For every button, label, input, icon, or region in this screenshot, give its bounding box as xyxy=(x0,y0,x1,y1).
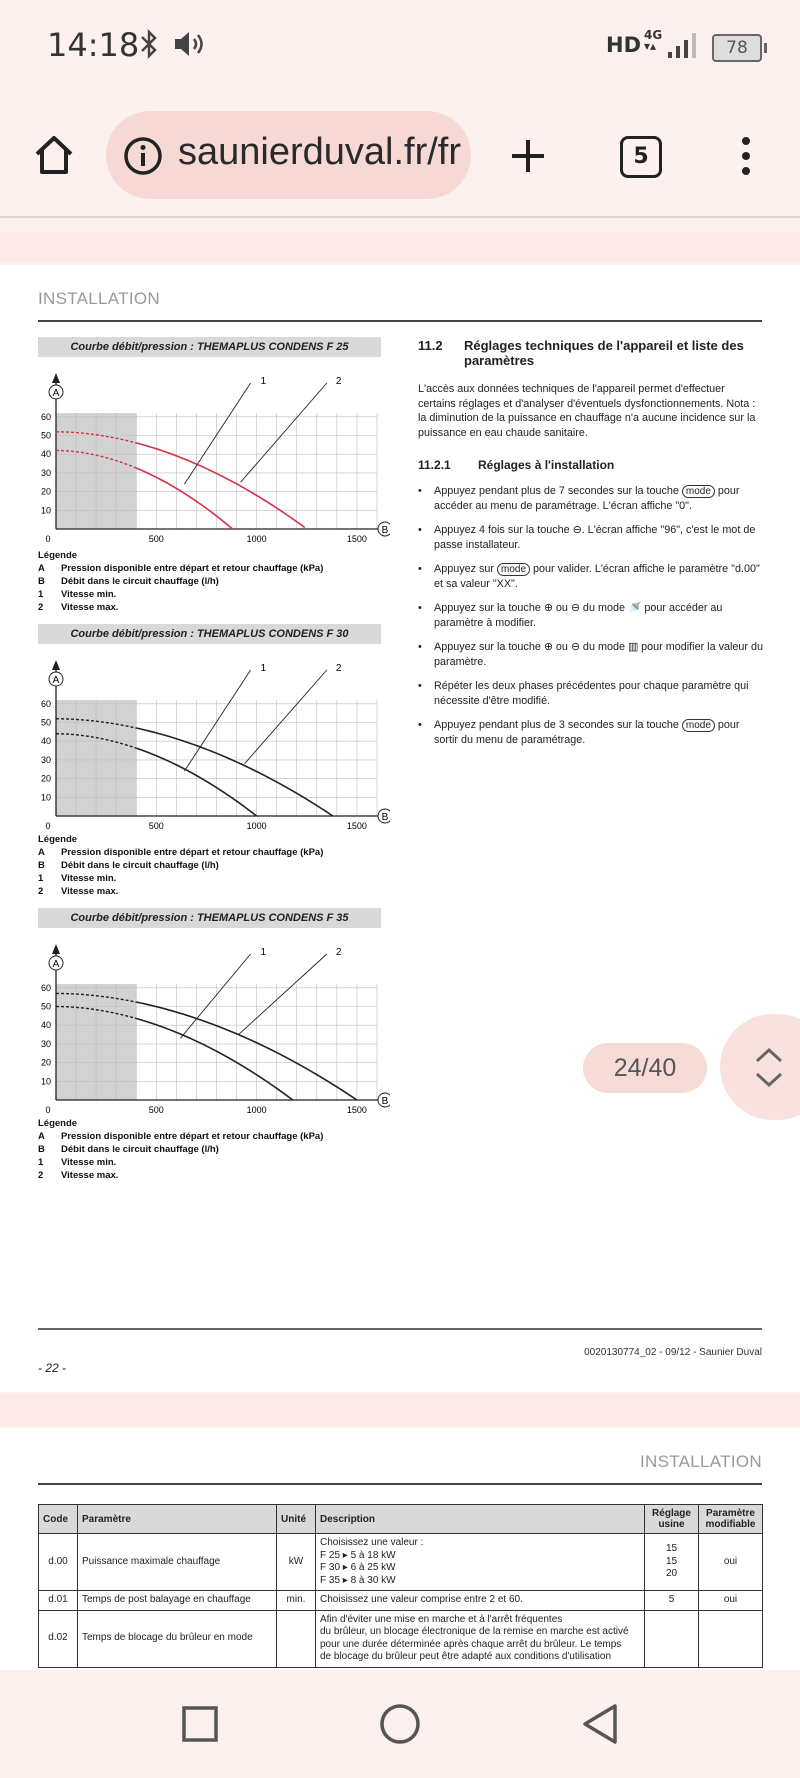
section-intro: L'accès aux données techniques de l'appareil permet d'effectuer certains réglages et d'analyser d'éventuels dysfonctionnements. Nota : la diminution de la puissance en chauffage n'a aucune incidence sur la puissance en eau chaude sanitaire. xyxy=(418,383,756,439)
legend-item: 2 Vitesse max. xyxy=(38,602,119,613)
document-page-22 xyxy=(0,265,800,1392)
x-tick-label: 1000 xyxy=(246,821,267,830)
instruction-list xyxy=(418,484,763,747)
x-axis-label: B xyxy=(381,525,389,536)
curve-min-speed xyxy=(136,1018,292,1100)
status-time: 14:18 xyxy=(47,26,140,64)
y-tick-label: 20 xyxy=(40,773,51,784)
y-axis-label: A xyxy=(52,959,60,970)
x-tick-label: 1500 xyxy=(346,821,367,830)
document-reference: 0020130774_02 - 09/12 - Saunier Duval xyxy=(584,1347,762,1358)
tabs-icon[interactable]: 5 xyxy=(620,136,662,178)
y-tick-label: 50 xyxy=(40,717,51,728)
table-cell xyxy=(277,1610,316,1667)
flow-pressure-chart xyxy=(30,652,390,830)
instruction-item: • Appuyez sur mode pour valider. L'écran affiche le paramètre "d.00" et sa valeur "XX". xyxy=(418,562,763,591)
x-tick-label: 500 xyxy=(148,534,164,543)
instruction-item: • Appuyez sur la touche ⊕ ou ⊖ du mode 🚿 pour accéder au paramètre à modifier. xyxy=(418,601,763,630)
instruction-item: • Appuyez 4 fois sur la touche ⊖. L'écran affiche "96", c'est le mot de passe installateur. xyxy=(418,523,763,552)
table-cell: d.01 xyxy=(39,1591,78,1611)
header-rule xyxy=(38,320,762,322)
back-button[interactable] xyxy=(580,1702,620,1746)
table-header-row xyxy=(39,1505,763,1534)
legend-item: A Pression disponible entre départ et retour chauffage (kPa) xyxy=(38,1131,324,1142)
chart-legend xyxy=(38,549,323,614)
y-tick-label: 20 xyxy=(40,1057,51,1068)
y-tick-label: 50 xyxy=(40,1001,51,1012)
y-axis-label: A xyxy=(52,675,60,686)
page-counter: 24/40 xyxy=(583,1043,707,1093)
system-nav-bar xyxy=(0,1670,800,1778)
y-tick-label: 30 xyxy=(40,1038,51,1049)
chevron-down-icon[interactable] xyxy=(754,1071,784,1089)
y-tick-label: 10 xyxy=(40,1076,51,1087)
x-tick-label: 1000 xyxy=(246,1105,267,1114)
flow-pressure-chart xyxy=(30,365,390,543)
column-header: Unité xyxy=(277,1505,316,1534)
curve-label-1: 1 xyxy=(260,947,267,958)
y-tick-label: 60 xyxy=(40,982,51,993)
table-cell: Choisissez une valeur : F 25 ▸ 5 à 18 kW F 30 ▸ 6 à 25 kW F 35 ▸ 8 à 30 kW xyxy=(316,1534,645,1591)
legend-item: B Débit dans le circuit chauffage (l/h) xyxy=(38,576,219,587)
legend-item: B Débit dans le circuit chauffage (l/h) xyxy=(38,1144,219,1155)
table-cell: oui xyxy=(699,1534,763,1591)
table-row xyxy=(39,1591,763,1611)
plus-icon[interactable] xyxy=(508,136,548,176)
column-header: Paramètre xyxy=(78,1505,277,1534)
column-header: Description xyxy=(316,1505,645,1534)
legend-item: A Pression disponible entre départ et retour chauffage (kPa) xyxy=(38,563,324,574)
chart-title: Courbe débit/pression : THEMAPLUS CONDENS F 30 xyxy=(38,624,381,644)
x-tick-label: 500 xyxy=(148,821,164,830)
mode-key-icon: mode xyxy=(497,563,530,576)
section-title: 11.2 Réglages techniques de l'appareil et liste des paramètres xyxy=(418,338,744,368)
more-icon[interactable] xyxy=(736,136,756,176)
column-header: Réglage usine xyxy=(645,1505,699,1534)
footer-rule xyxy=(38,1328,762,1330)
table-cell: Temps de post balayage en chauffage xyxy=(78,1591,277,1611)
page-gap xyxy=(0,232,800,262)
curve-min-speed xyxy=(136,468,232,529)
table-row xyxy=(39,1534,763,1591)
section-11-2 xyxy=(418,338,763,757)
toolbar-divider xyxy=(0,216,800,218)
battery-indicator: 78 xyxy=(712,34,762,62)
curve-label-1: 1 xyxy=(260,663,267,674)
table-cell xyxy=(645,1610,699,1667)
document-page-23 xyxy=(0,1428,800,1670)
y-tick-label: 60 xyxy=(40,698,51,709)
table-cell: Afin d'éviter une mise en marche et à l'arrêt fréquentes du brûleur, un blocage électronique de la remise en marche est activé pour une durée déterminée après chaque arrêt du brûleur. Le temps de blocage du brûleur peut être adapté aux conditions d'utilisation xyxy=(316,1610,645,1667)
table-cell: kW xyxy=(277,1534,316,1591)
page-gap xyxy=(0,1394,800,1426)
y-tick-label: 10 xyxy=(40,792,51,803)
legend-item: 1 Vitesse min. xyxy=(38,1157,117,1168)
y-tick-label: 30 xyxy=(40,467,51,478)
table-cell: min. xyxy=(277,1591,316,1611)
bluetooth-icon xyxy=(138,28,160,60)
leader-line xyxy=(184,670,250,771)
y-tick-label: 40 xyxy=(40,1020,51,1031)
chart-legend xyxy=(38,833,323,898)
table-cell: 5 xyxy=(645,1591,699,1611)
curve-label-1: 1 xyxy=(260,376,267,387)
table-cell: oui xyxy=(699,1591,763,1611)
parameters-table xyxy=(38,1504,763,1668)
instruction-item: • Appuyez pendant plus de 3 secondes sur la touche mode pour sortir du menu de paramétrage. xyxy=(418,718,763,747)
y-tick-label: 60 xyxy=(40,411,51,422)
legend-item: 2 Vitesse max. xyxy=(38,886,119,897)
x-axis-label: B xyxy=(381,1096,389,1107)
curve-label-2: 2 xyxy=(335,947,342,958)
table-cell: 15 15 20 xyxy=(645,1534,699,1591)
y-axis-arrow xyxy=(52,373,60,383)
y-tick-label: 40 xyxy=(40,449,51,460)
legend-item: A Pression disponible entre départ et retour chauffage (kPa) xyxy=(38,847,324,858)
column-header: Paramètre modifiable xyxy=(699,1505,763,1534)
instruction-item: • Appuyez sur la touche ⊕ ou ⊖ du mode ▥ pour modifier la valeur du paramètre. xyxy=(418,640,763,669)
y-tick-label: 20 xyxy=(40,486,51,497)
x-tick-label: 1500 xyxy=(346,534,367,543)
instruction-item: • Appuyez pendant plus de 7 secondes sur la touche mode pour accéder au menu de paramétrage. L'écran affiche "0". xyxy=(418,484,763,513)
y-tick-label: 40 xyxy=(40,736,51,747)
legend-item: 2 Vitesse max. xyxy=(38,1170,119,1181)
legend-item: B Débit dans le circuit chauffage (l/h) xyxy=(38,860,219,871)
header-rule xyxy=(38,1483,762,1485)
info-icon[interactable] xyxy=(123,136,163,176)
chart-legend xyxy=(38,1117,323,1182)
column-header: Code xyxy=(39,1505,78,1534)
table-cell: Temps de blocage du brûleur en mode xyxy=(78,1610,277,1667)
section-header: INSTALLATION xyxy=(640,1452,762,1471)
table-cell xyxy=(699,1610,763,1667)
leader-line xyxy=(184,383,250,484)
table-cell: Choisissez une valeur comprise entre 2 et 60. xyxy=(316,1591,645,1611)
signal-icon xyxy=(667,30,703,60)
x-tick-label: 0 xyxy=(45,534,51,543)
volume-icon xyxy=(172,28,206,60)
page-number: - 22 - xyxy=(38,1361,67,1375)
y-tick-label: 10 xyxy=(40,505,51,516)
home-button[interactable] xyxy=(379,1703,421,1745)
legend-item: 1 Vitesse min. xyxy=(38,873,117,884)
x-tick-label: 1000 xyxy=(246,534,267,543)
x-axis-label: B xyxy=(381,812,389,823)
table-cell: d.02 xyxy=(39,1610,78,1667)
legend-title: Légende xyxy=(38,550,78,561)
curve-max-speed xyxy=(136,443,305,528)
leader-line xyxy=(239,954,327,1035)
y-tick-label: 50 xyxy=(40,430,51,441)
table-cell: Puissance maximale chauffage xyxy=(78,1534,277,1591)
x-tick-label: 500 xyxy=(148,1105,164,1114)
network-hd-label: HD xyxy=(606,33,642,57)
x-tick-label: 0 xyxy=(45,1105,51,1114)
x-tick-label: 1500 xyxy=(346,1105,367,1114)
curve-max-speed xyxy=(136,1002,357,1100)
table-cell: d.00 xyxy=(39,1534,78,1591)
chart-title: Courbe débit/pression : THEMAPLUS CONDENS F 25 xyxy=(38,337,381,357)
y-axis-arrow xyxy=(52,944,60,954)
instruction-item: • Répéter les deux phases précédentes pour chaque paramètre qui nécessite d'être modifié. xyxy=(418,679,763,708)
chart-title: Courbe débit/pression : THEMAPLUS CONDENS F 35 xyxy=(38,908,381,928)
home-icon[interactable] xyxy=(32,133,76,177)
legend-title: Légende xyxy=(38,834,78,845)
table-row xyxy=(39,1610,763,1667)
status-bar xyxy=(0,0,800,95)
chevron-up-icon[interactable] xyxy=(754,1046,784,1064)
curve-label-2: 2 xyxy=(335,376,342,387)
flow-pressure-chart xyxy=(30,936,390,1114)
leader-line xyxy=(241,383,327,482)
section-header: INSTALLATION xyxy=(38,289,160,308)
curve-label-2: 2 xyxy=(335,663,342,674)
leader-line xyxy=(245,670,327,764)
y-axis-arrow xyxy=(52,660,60,670)
legend-item: 1 Vitesse min. xyxy=(38,589,117,600)
mode-key-icon: mode xyxy=(682,719,715,732)
url-text: saunierduval.fr/fr xyxy=(178,131,462,173)
x-tick-label: 0 xyxy=(45,821,51,830)
legend-title: Légende xyxy=(38,1118,78,1129)
y-tick-label: 30 xyxy=(40,754,51,765)
mode-key-icon: mode xyxy=(682,485,715,498)
y-axis-label: A xyxy=(52,388,60,399)
network-type-label: 4G ▾▴ xyxy=(644,28,663,53)
subsection-title: 11.2.1 Réglages à l'installation xyxy=(418,458,615,472)
recents-button[interactable] xyxy=(181,1705,219,1743)
